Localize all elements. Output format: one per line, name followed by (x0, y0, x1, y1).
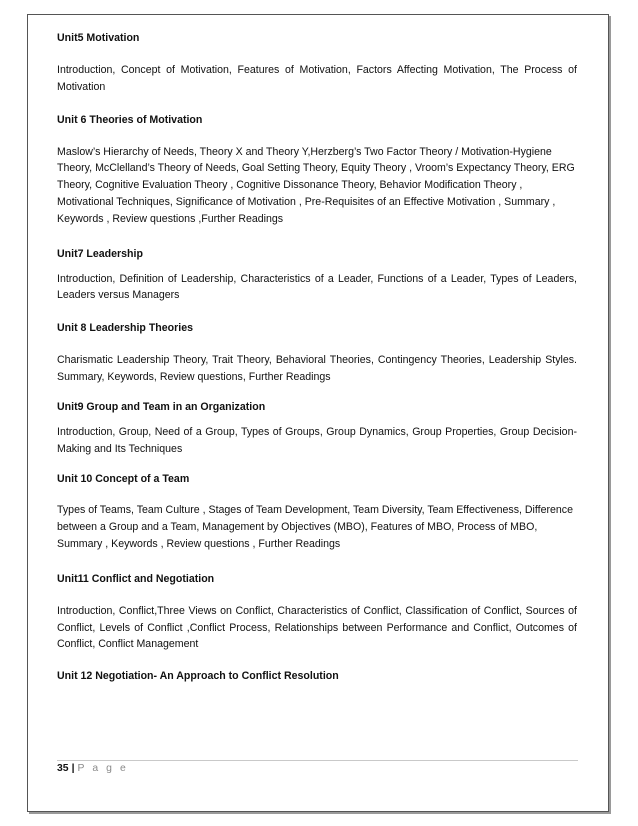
unit-title: Unit9 Group and Team in an Organization (57, 400, 266, 413)
page-content (57, 27, 577, 684)
unit-description: Introduction, Definition of Leadership, Characteristics of a Leader, Functions of a Leader, Types of Leaders, Leaders versus Managers (57, 272, 577, 302)
unit-title: Unit 6 Theories of Motivation (57, 113, 203, 126)
unit-title: Unit 12 Negotiation- An Approach to Conflict Resolution (57, 670, 339, 683)
unit-description: Types of Teams, Team Culture , Stages of Team Development, Team Diversity, Team Effectiveness, Difference between a Group and a Team, Management by Objectives (MBO), Features of MBO, Process of MBO, Summary , Keywords , Review questions , Further Readings (57, 504, 573, 550)
unit-9 (57, 399, 577, 458)
unit-8 (57, 320, 577, 386)
unit-title: Unit 10 Concept of a Team (57, 473, 190, 486)
unit-description: Introduction, Conflict,Three Views on Conflict, Characteristics of Conflict, Classification of Conflict, Sources of Conflict, Levels of Conflict ,Conflict Process, Relationships between Performance and Conflict, Outcomes of Conflict, Conflict Management (57, 604, 577, 651)
page-number: 35 (57, 763, 69, 774)
unit-6 (57, 112, 577, 228)
unit-12 (57, 668, 577, 684)
unit-description: Maslow’s Hierarchy of Needs, Theory X and Theory Y,Herzberg’s Two Factor Theory / Motivation-Hygiene Theory, McClelland’s Theory of Needs, Goal Setting Theory, Equity Theory , Vroom’s Expectancy Theory, ERG Theory, Cognitive Evaluation Theory , Cognitive Dissonance Theory, Behavior Modification Theory , Motivational Techniques, Significance of Motivation , Pre-Requisites of an Effective Motivation , Summary , Keywords , Review questions ,Further Readings (57, 145, 575, 225)
unit-7 (57, 246, 577, 305)
unit-10 (57, 471, 577, 552)
unit-11 (57, 571, 577, 653)
unit-title: Unit7 Leadership (57, 247, 143, 260)
unit-title: Unit11 Conflict and Negotiation (57, 572, 215, 585)
footer-separator: | (71, 763, 75, 774)
footer-divider (57, 760, 578, 761)
page-label: P a g e (77, 763, 129, 774)
unit-description: Introduction, Concept of Motivation, Features of Motivation, Factors Affecting Motivation, The Process of Motivation (57, 64, 577, 93)
unit-5 (57, 30, 577, 96)
unit-description: Charismatic Leadership Theory, Trait Theory, Behavioral Theories, Contingency Theories, Leadership Styles. Summary, Keywords, Review questions, Further Readings (57, 354, 577, 383)
unit-title: Unit 8 Leadership Theories (57, 322, 193, 335)
page-footer (57, 762, 128, 776)
unit-title: Unit5 Motivation (57, 32, 140, 44)
unit-description: Introduction, Group, Need of a Group, Types of Groups, Group Dynamics, Group Properties, Group Decision-Making and Its Techniques (57, 425, 577, 455)
